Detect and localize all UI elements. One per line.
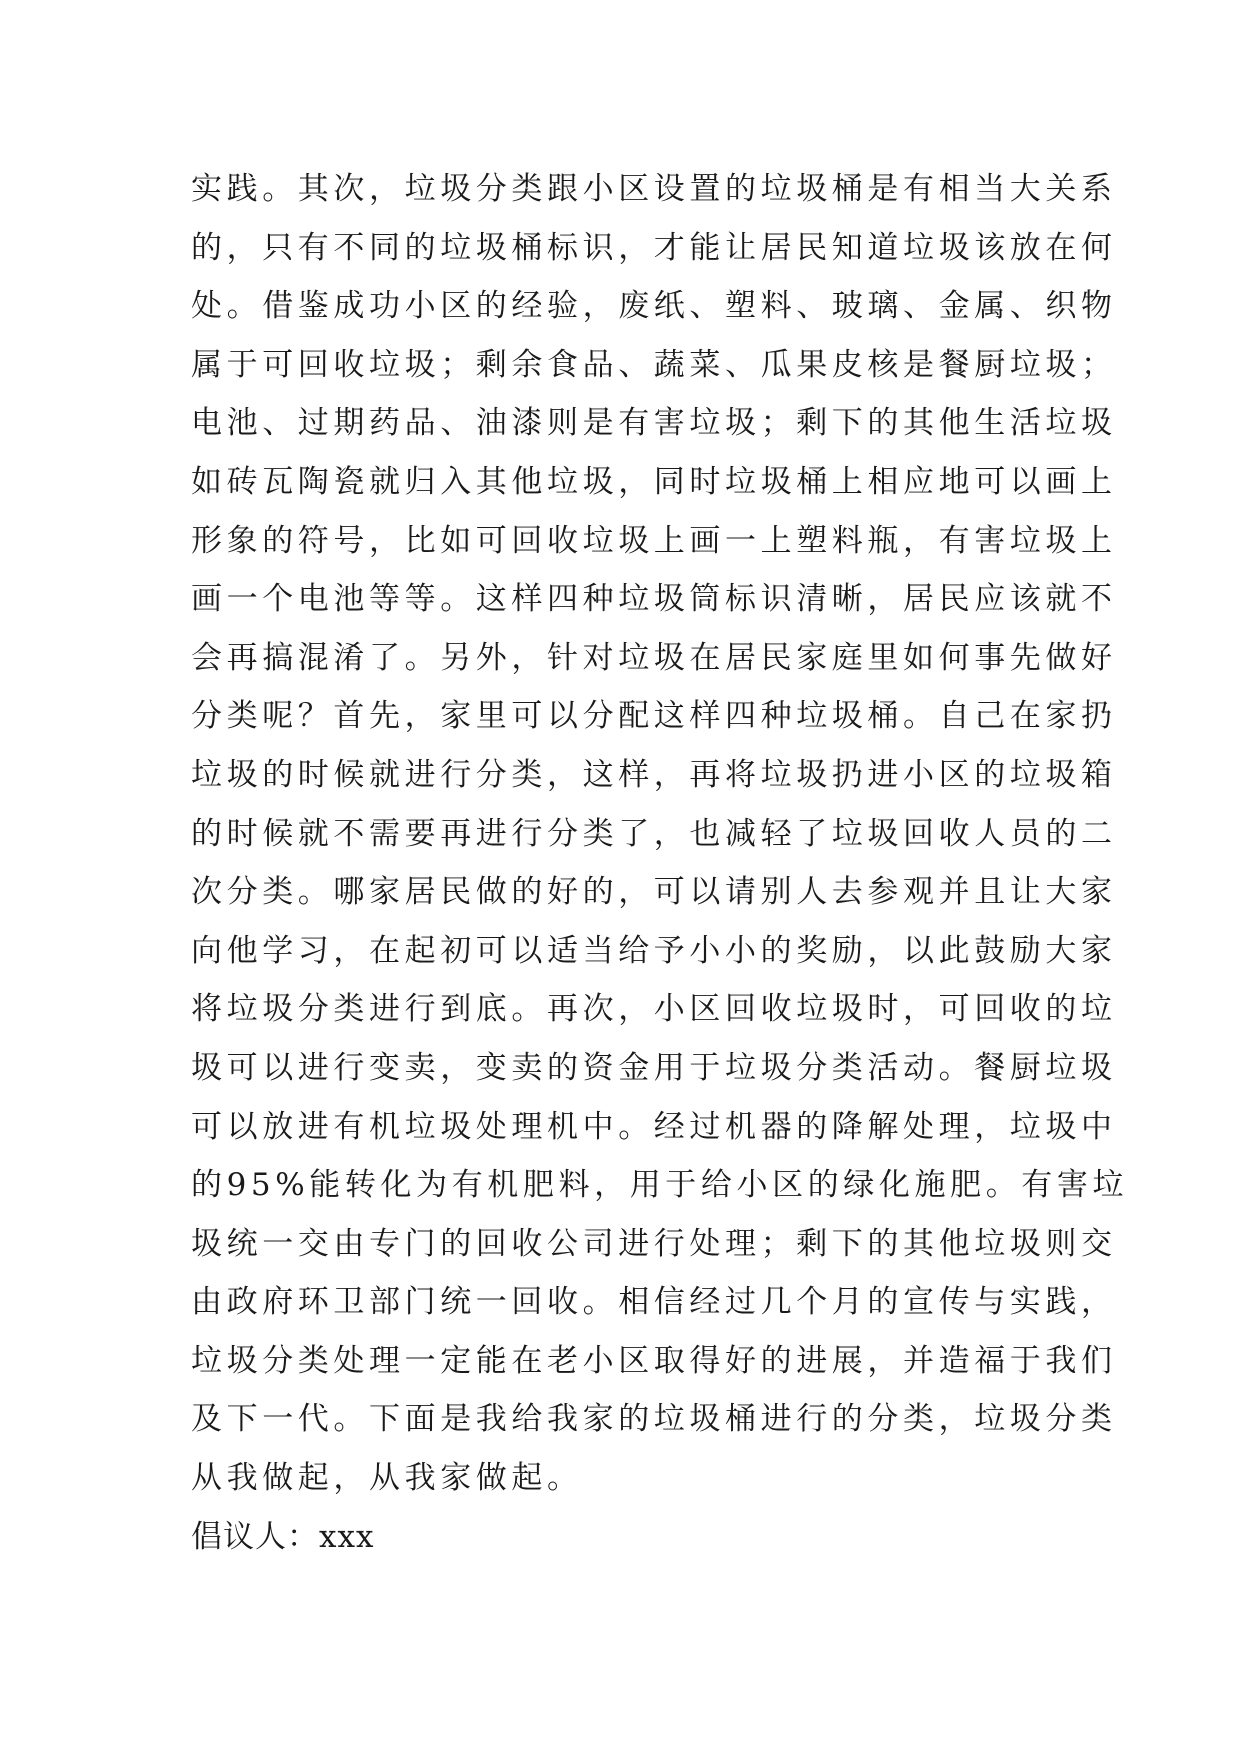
text-line-21: 垃圾分类处理一定能在老小区取得好的进展，并造福于我们 — [191, 1342, 1117, 1379]
text-line-11: 垃圾的时候就进行分类，这样，再将垃圾扔进小区的垃圾箱 — [191, 756, 1117, 793]
text-line-10: 分类呢？首先，家里可以分配这样四种垃圾桶。自己在家扔 — [191, 698, 1117, 735]
text-line-13: 次分类。哪家居民做的好的，可以请别人去参观并且让大家 — [191, 874, 1117, 911]
text-line-9: 会再搞混淆了。另外，针对垃圾在居民家庭里如何事先做好 — [191, 639, 1117, 676]
text-line-3: 处。借鉴成功小区的经验，废纸、塑料、玻璃、金属、织物 — [191, 288, 1117, 325]
text-line-17: 可以放进有机垃圾处理机中。经过机器的降解处理，垃圾中 — [191, 1108, 1117, 1145]
text-line-20: 由政府环卫部门统一回收。相信经过几个月的宣传与实践， — [191, 1284, 1117, 1321]
text-line-6: 如砖瓦陶瓷就归入其他垃圾，同时垃圾桶上相应地可以画上 — [191, 463, 1117, 500]
text-line-15: 将垃圾分类进行到底。再次，小区回收垃圾时，可回收的垃 — [191, 991, 1117, 1028]
text-line-18: 的95%能转化为有机肥料，用于给小区的绿化施肥。有害垃 — [191, 1167, 1129, 1204]
text-line-1: 实践。其次，垃圾分类跟小区设置的垃圾桶是有相当大关系 — [191, 171, 1117, 207]
text-line-19: 圾统一交由专门的回收公司进行处理；剩下的其他垃圾则交 — [191, 1225, 1117, 1262]
text-line-4: 属于可回收垃圾；剩余食品、蔬菜、瓜果皮核是餐厨垃圾； — [191, 346, 1117, 383]
text-line-8: 画一个电池等等。这样四种垃圾筒标识清晰，居民应该就不 — [191, 581, 1117, 618]
text-line-16: 圾可以进行变卖，变卖的资金用于垃圾分类活动。餐厨垃圾 — [191, 1049, 1117, 1086]
signature-line: 倡议人：xxx — [191, 1518, 375, 1555]
text-line-7: 形象的符号，比如可回收垃圾上画一上塑料瓶，有害垃圾上 — [191, 522, 1117, 559]
text-line-23: 从我做起，从我家做起。 — [191, 1460, 583, 1497]
body-text — [191, 160, 1129, 1566]
text-line-5: 电池、过期药品、油漆则是有害垃圾；剩下的其他生活垃圾 — [191, 405, 1117, 442]
text-line-22: 及下一代。下面是我给我家的垃圾桶进行的分类，垃圾分类 — [191, 1401, 1117, 1438]
text-line-12: 的时候就不需要再进行分类了，也减轻了垃圾回收人员的二 — [191, 815, 1117, 852]
text-line-14: 向他学习，在起初可以适当给予小小的奖励，以此鼓励大家 — [191, 932, 1117, 969]
text-line-2: 的，只有不同的垃圾桶标识，才能让居民知道垃圾该放在何 — [191, 229, 1117, 266]
